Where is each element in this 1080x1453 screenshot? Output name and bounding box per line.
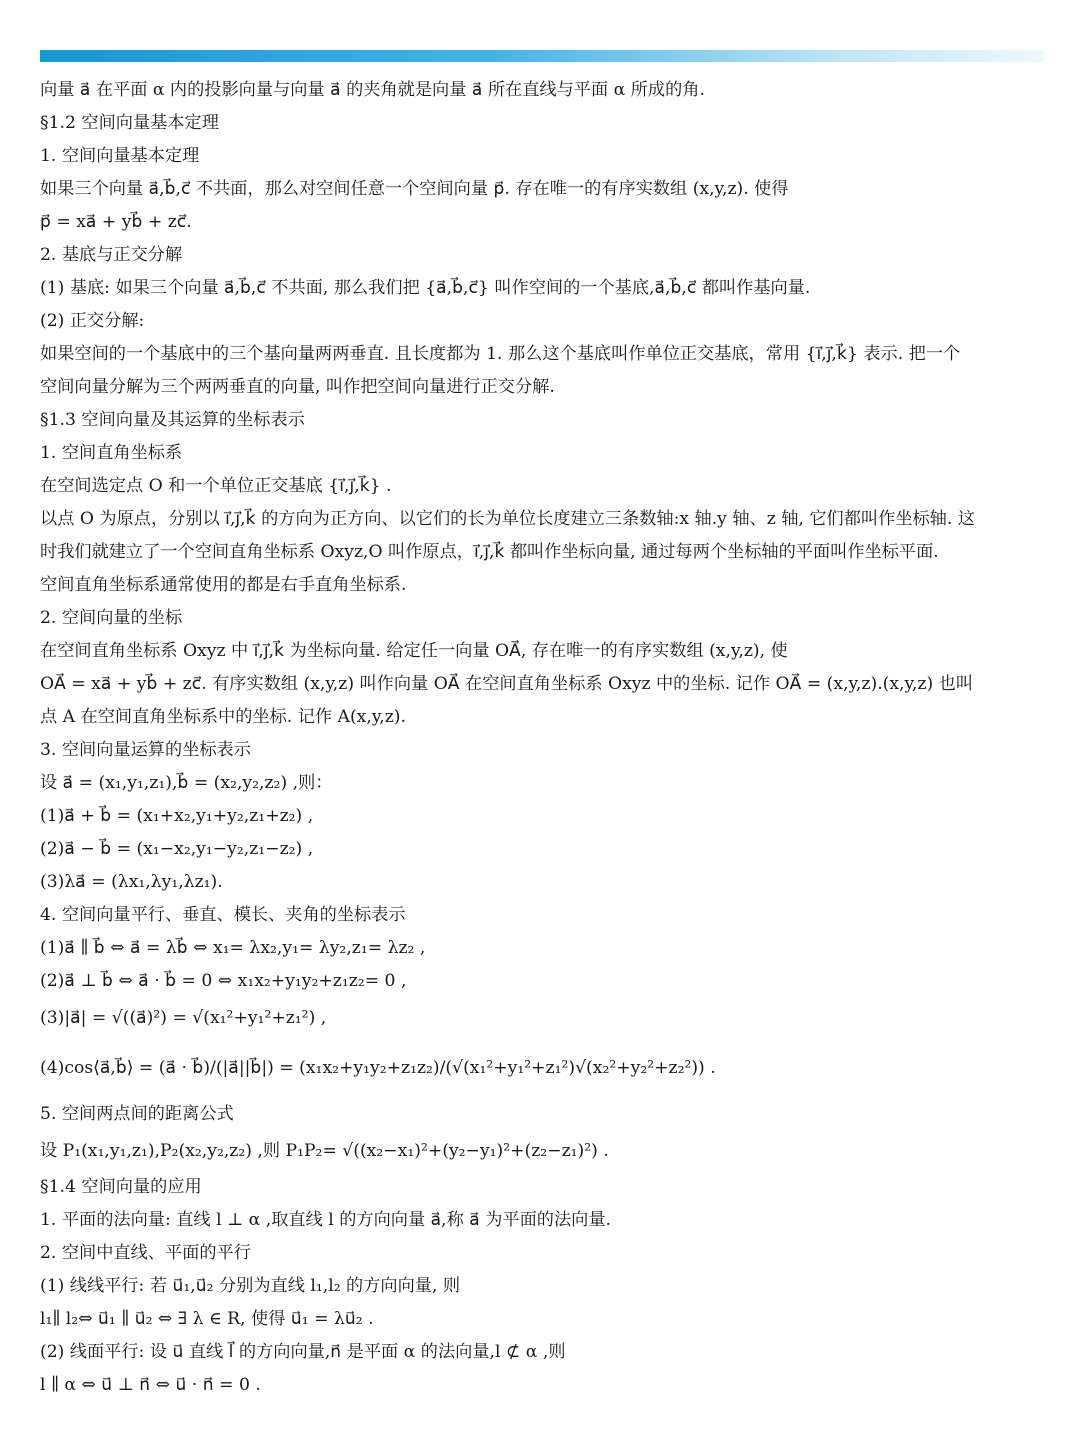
text-line: (2) 线面平行: 设 u⃗ 直线 l⃗ 的方向向量,n⃗ 是平面 α 的法向量,l ⊄ α ,则 — [40, 1342, 566, 1362]
formula-line: (3)|a⃗| = √((a⃗)²) = √(x₁²+y₁²+z₁²) , — [40, 1008, 327, 1028]
text-line: 在空间直角坐标系 Oxyz 中 i⃗,j⃗,k⃗ 为坐标向量. 给定任一向量 OA⃗, 存在唯一的有序实数组 (x,y,z), 使 — [40, 641, 788, 661]
formula-line: (4)cos⟨a⃗,b⃗⟩ = (a⃗ · b⃗)/(|a⃗||b⃗|) = (x₁x₂+y₁y₂+z₁z₂)/(√(x₁²+y₁²+z₁²)√(x₂²+y₂²+z₂²)) . — [40, 1058, 716, 1078]
formula-line: 设 a⃗ = (x₁,y₁,z₁),b⃗ = (x₂,y₂,z₂) ,则： — [40, 773, 333, 793]
text-line: 向量 a⃗ 在平面 α 内的投影向量与向量 a⃗ 的夹角就是向量 a⃗ 所在直线与平面 α 所成的角. — [40, 80, 705, 100]
text-line: 1. 平面的法向量: 直线 l ⊥ α ,取直线 l 的方向向量 a⃗,称 a⃗ 为平面的法向量. — [40, 1210, 612, 1230]
header-accent-bar — [40, 50, 1044, 62]
subsection-heading: 2. 空间中直线、平面的平行 — [40, 1243, 251, 1263]
section-heading: §1.2 空间向量基本定理 — [40, 113, 219, 133]
text-line: (2) 正交分解: — [40, 311, 145, 331]
formula-line: 设 P₁(x₁,y₁,z₁),P₂(x₂,y₂,z₂) ,则 P₁P₂= √((x₂−x₁)²+(y₂−y₁)²+(z₂−z₁)²) . — [40, 1141, 609, 1161]
formula-line: (2)a⃗ ⊥ b⃗ ⇔ a⃗ · b⃗ = 0 ⇔ x₁x₂+y₁y₂+z₁z₂= 0 , — [40, 971, 407, 991]
section-heading: §1.4 空间向量的应用 — [40, 1177, 202, 1197]
text-line: 如果空间的一个基底中的三个基向量两两垂直. 且长度都为 1. 那么这个基底叫作单位正交基底，常用 {i⃗,j⃗,k⃗} 表示. 把一个 — [40, 344, 961, 364]
subsection-heading: 2. 基底与正交分解 — [40, 245, 183, 265]
text-line: 空间直角坐标系通常使用的都是右手直角坐标系. — [40, 575, 407, 595]
subsection-heading: 4. 空间向量平行、垂直、模长、夹角的坐标表示 — [40, 905, 406, 925]
text-line: 如果三个向量 a⃗,b⃗,c⃗ 不共面，那么对空间任意一个空间向量 p⃗. 存在唯一的有序实数组 (x,y,z). 使得 — [40, 179, 789, 199]
text-line: 以点 O 为原点，分别以 i⃗,j⃗,k⃗ 的方向为正方向、以它们的长为单位长度建立三条数轴:x 轴.y 轴、z 轴, 它们都叫作坐标轴. 这 — [40, 509, 975, 529]
formula-line: (2)a⃗ − b⃗ = (x₁−x₂,y₁−y₂,z₁−z₂) , — [40, 839, 314, 859]
formula-line: p⃗ = xa⃗ + yb⃗ + zc⃗. — [40, 212, 192, 232]
formula-line: (1)a⃗ ∥ b⃗ ⇔ a⃗ = λb⃗ ⇔ x₁= λx₂,y₁= λy₂,z₁= λz₂ , — [40, 938, 426, 958]
subsection-heading: 5. 空间两点间的距离公式 — [40, 1104, 234, 1124]
section-heading: §1.3 空间向量及其运算的坐标表示 — [40, 410, 305, 430]
formula-line: (3)λa⃗ = (λx₁,λy₁,λz₁). — [40, 872, 223, 892]
text-line: (1) 基底: 如果三个向量 a⃗,b⃗,c⃗ 不共面, 那么我们把 {a⃗,b⃗,c⃗} 叫作空间的一个基底,a⃗,b⃗,c⃗ 都叫作基向量. — [40, 278, 811, 298]
subsection-heading: 1. 空间向量基本定理 — [40, 146, 200, 166]
formula-line: l ∥ α ⇔ u⃗ ⊥ n⃗ ⇔ u⃗ · n⃗ = 0 . — [40, 1375, 261, 1395]
subsection-heading: 1. 空间直角坐标系 — [40, 443, 183, 463]
text-line: (1) 线线平行: 若 u⃗₁,u⃗₂ 分别为直线 l₁,l₂ 的方向向量, 则 — [40, 1276, 461, 1296]
text-line: 空间向量分解为三个两两垂直的向量, 叫作把空间向量进行正交分解. — [40, 377, 555, 397]
formula-line: l₁∥ l₂⇔ u⃗₁ ∥ u⃗₂ ⇔ ∃ λ ∈ R, 使得 u⃗₁ = λu⃗₂ . — [40, 1309, 374, 1329]
document-body — [40, 74, 1050, 1402]
text-line: OA⃗ = xa⃗ + yb⃗ + zc⃗. 有序实数组 (x,y,z) 叫作向量 OA⃗ 在空间直角坐标系 Oxyz 中的坐标. 记作 OA⃗ = (x,y,z).(x,y,z) 也叫 — [40, 674, 974, 694]
text-line: 在空间选定点 O 和一个单位正交基底 {i⃗,j⃗,k⃗} . — [40, 476, 392, 496]
text-line: 时我们就建立了一个空间直角坐标系 Oxyz,O 叫作原点，i⃗,j⃗,k⃗ 都叫作坐标向量, 通过每两个坐标轴的平面叫作坐标平面. — [40, 542, 939, 562]
subsection-heading: 2. 空间向量的坐标 — [40, 608, 183, 628]
formula-line: (1)a⃗ + b⃗ = (x₁+x₂,y₁+y₂,z₁+z₂) , — [40, 806, 314, 826]
text-line: 点 A 在空间直角坐标系中的坐标. 记作 A(x,y,z). — [40, 707, 406, 727]
subsection-heading: 3. 空间向量运算的坐标表示 — [40, 740, 251, 760]
